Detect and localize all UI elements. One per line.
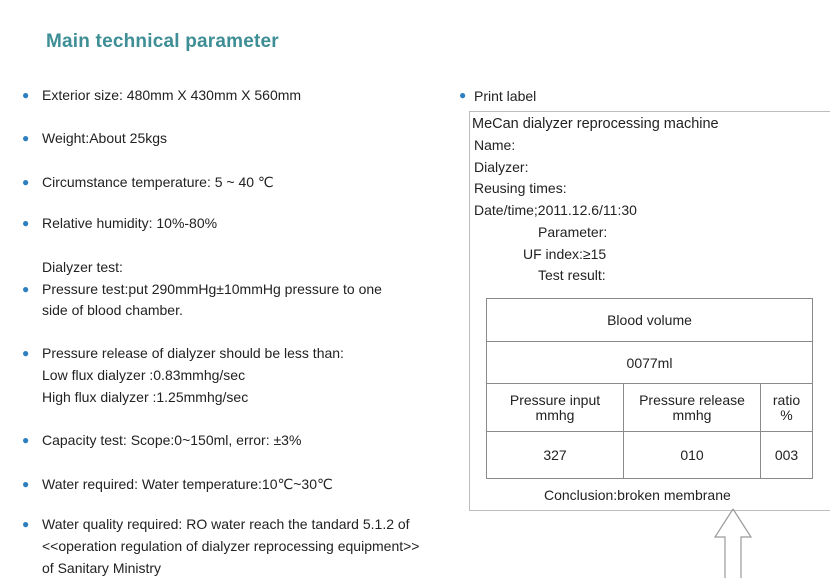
- pressure-release-header-2: mmhg: [672, 406, 712, 423]
- weight-text: Weight:About 25kgs: [42, 130, 168, 146]
- ratio-value-cell: 003: [761, 432, 813, 479]
- pressure-release-header-1: Pressure release: [639, 391, 745, 408]
- bullet-icon: ●: [22, 175, 30, 189]
- machine-name-line: MeCan dialyzer reprocessing machine: [472, 116, 719, 132]
- date-time-line: Date/time;2011.12.6/11:30: [474, 202, 637, 218]
- bullet-icon: ●: [22, 477, 30, 491]
- dialyzer-line: Dialyzer:: [474, 159, 529, 175]
- test-result-table: [486, 298, 813, 479]
- ratio-header-2: %: [780, 406, 793, 423]
- water-quality-line-3: of Sanitary Ministry: [42, 560, 162, 576]
- parameter-line: Parameter:: [538, 224, 608, 240]
- water-quality-line-2: <<operation regulation of dialyzer reprocessing equipment>>: [42, 538, 420, 554]
- pressure-test-line-2: side of blood chamber.: [42, 302, 183, 318]
- bullet-icon: ●: [22, 216, 30, 230]
- bullet-icon: ●: [22, 346, 30, 360]
- exterior-size-text: Exterior size: 480mm X 430mm X 560mm: [42, 87, 302, 103]
- bullet-icon: ●: [22, 88, 30, 102]
- dialyzer-test-heading: Dialyzer test:: [42, 259, 123, 275]
- ratio-header-1: ratio: [772, 391, 801, 408]
- capacity-test-text: Capacity test: Scope:0~150ml, error: ±3%: [42, 432, 302, 448]
- relative-humidity-text: Relative humidity: 10%-80%: [42, 215, 218, 231]
- bullet-icon: ●: [22, 433, 30, 447]
- ratio-header-cell: [761, 384, 813, 432]
- bullet-icon: ●: [459, 88, 467, 102]
- bullet-icon: ●: [22, 282, 30, 296]
- water-quality-line-1: Water quality required: RO water reach the tandard 5.1.2 of: [42, 516, 410, 532]
- bullet-icon: ●: [22, 131, 30, 145]
- pressure-input-value-cell: 327: [487, 432, 624, 479]
- pressure-release-header-cell: [624, 384, 761, 432]
- circumstance-temperature-text: Circumstance temperature: 5 ~ 40 ℃: [42, 174, 274, 190]
- uf-index-line: UF index:≥15: [523, 246, 607, 262]
- pressure-input-header-cell: [487, 384, 624, 432]
- page-title: Main technical parameter: [46, 31, 279, 52]
- name-line: Name:: [474, 137, 516, 153]
- blood-volume-label-cell: Blood volume: [487, 299, 813, 342]
- up-arrow-icon: [711, 507, 755, 578]
- pressure-release-value-cell: 010: [624, 432, 761, 479]
- conclusion-line: Conclusion:broken membrane: [544, 487, 731, 503]
- pressure-input-header-2: mmhg: [535, 406, 575, 423]
- blood-volume-value-cell: 0077ml: [487, 342, 813, 384]
- pressure-release-line-2: Low flux dialyzer :0.83mmhg/sec: [42, 367, 246, 383]
- test-result-line: Test result:: [538, 267, 606, 283]
- pressure-release-line-1: Pressure release of dialyzer should be less than:: [42, 345, 344, 361]
- print-label-heading: Print label: [474, 88, 537, 104]
- pressure-release-line-3: High flux dialyzer :1.25mmhg/sec: [42, 389, 249, 405]
- reusing-times-line: Reusing times:: [474, 180, 567, 196]
- bullet-icon: ●: [22, 517, 30, 531]
- pressure-input-header-1: Pressure input: [509, 391, 601, 408]
- water-required-text: Water required: Water temperature:10℃~30℃: [42, 476, 333, 492]
- pressure-test-line-1: Pressure test:put 290mmHg±10mmHg pressure to one: [42, 281, 382, 297]
